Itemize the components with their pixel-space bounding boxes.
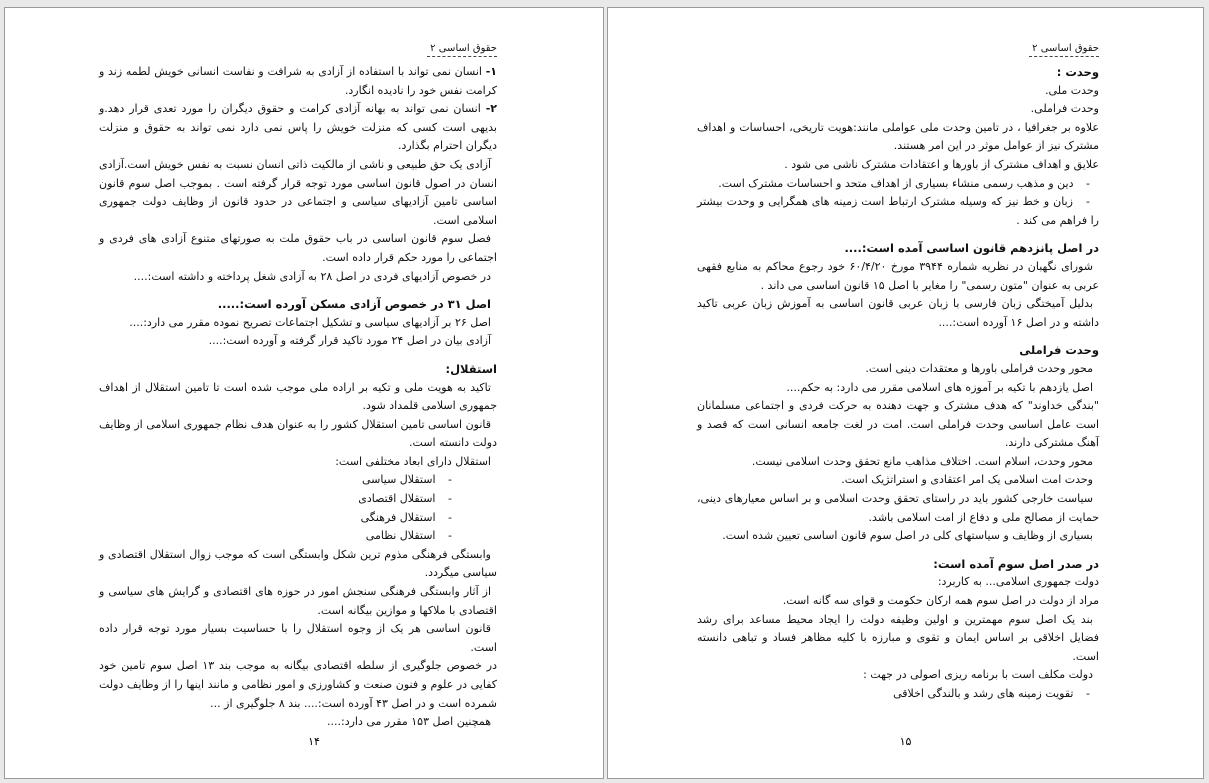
paragraph: دولت جمهوری اسلامی... به کاربرد:: [937, 575, 1099, 589]
paragraph: بسیاری از وظایف و سیاستهای کلی در اصل سوم قانون اساسی تعیین شده است.: [722, 529, 1093, 543]
paragraph: قانون اساسی تامین استقلال کشور را به عنوان هدف نظام جمهوری اسلامی از وظایف دولت دانسته است.: [99, 417, 497, 450]
bullet-dash: -: [448, 492, 452, 506]
bullet-item: [697, 685, 1099, 704]
paragraph: وحدت امت اسلامی یک امر اعتقادی و استراتژیک است.: [841, 473, 1093, 487]
item-number: ۱-: [485, 65, 497, 78]
item-number: ۲-: [485, 102, 497, 116]
bullet-item: [99, 471, 497, 490]
paragraph: علایق و اهداف مشترک از باورها و اعتقادات مشترک ناشی می شود .: [784, 157, 1099, 171]
paragraph: استقلال دارای ابعاد مختلفی است:: [335, 454, 491, 468]
section-heading: وحدت :: [1056, 65, 1099, 79]
section-heading: اصل ۳۱ در خصوص آزادی مسکن آورده است:.....: [217, 297, 491, 312]
paragraph: بند یک اصل سوم مهمترین و اولین وظیفه دولت را ایجاد محیط مساعد برای رشد فضایل اخلاقی بر اساس ایمان و تقوی و مبارزه با کلیه مظاهر فساد و تباهی دانسته است.: [697, 612, 1099, 663]
paragraph: تاکید به هویت ملی و تکیه بر اراده ملی موجب شده است تا تامین استقلال از اهداف جمهوری اسلامی قلمداد شود.: [99, 380, 497, 413]
bullet-text: استقلال نظامی: [365, 529, 436, 543]
bullet-text: استقلال اقتصادی: [358, 492, 436, 506]
bullet-item: [99, 490, 497, 509]
item-text: انسان نمی تواند به بهانه آزادی کرامت و حقوق دیگران را مورد تعدی قرار دهد.و بدیهی است کسی که منزلت خویش را پاس نمی دارد نمی تواند به حقوق و منزلت دیگران احترام بگذارد.: [99, 102, 497, 153]
paragraph: آزادی بیان در اصل ۲۴ مورد تاکید قرار گرفته و آورده است:....: [208, 334, 491, 348]
section-heading: استقلال:: [445, 361, 497, 376]
document-page-left: [4, 7, 604, 779]
paragraph: اصل ۲۶ بر آزادیهای سیاسی و تشکیل اجتماعات تصریح نموده مقرر می دارد:....: [129, 315, 491, 329]
paragraph: علاوه بر جغرافیا ، در تامین وحدت ملی عواملی مانند:هویت تاریخی، احساسات و اهداف مشترک نیز از عوامل موثر در این امر هستند.: [697, 120, 1099, 153]
paragraph: شورای نگهبان در نظریه شماره ۳۹۴۴ مورخ ۶۰/۴/۲۰ خود رجوع محاکم به منابع فقهی عربی به عنوان "متون رسمی" را مغایر با اصل ۱۵ قانون اساسی می داند .: [697, 259, 1099, 292]
paragraph: محور وحدت، اسلام است. اختلاف مذاهب مانع تحقق وحدت اسلامی نیست.: [751, 454, 1093, 468]
paragraph: مراد از دولت در اصل سوم همه ارکان حکومت و قوای سه گانه است.: [782, 594, 1099, 608]
section-heading: در صدر اصل سوم آمده است:: [933, 556, 1099, 571]
bullet-item: [697, 175, 1099, 194]
paragraph: بدلیل آمیختگی زبان فارسی با زبان عربی قانون اساسی به آموزش زبان عربی تاکید داشته و در اصل ۱۶ آورده است:....: [697, 297, 1099, 329]
bullet-dash: -: [1086, 195, 1090, 209]
bullet-text: دین و مذهب رسمی منشاء بسیاری از اهداف متحد و احساسات مشترک است.: [718, 176, 1074, 190]
paragraph: در خصوص جلوگیری از سلطه اقتصادی بیگانه به موجب بند ۱۳ اصل سوم تامین خود کفایی در علوم و فنون صنعت و کشاورزی و امور نظامی و مانند اینها را از وظایف دولت شمرده است و در اصل ۴۳ آورده است:.... بند ۸ جلوگیری از ...: [99, 659, 497, 710]
bullet-text: استقلال فرهنگی: [360, 510, 436, 524]
paragraph: وحدت ملی.: [1045, 83, 1099, 97]
page-number: ۱۴: [308, 735, 320, 748]
running-header: حقوق اساسی ۲: [1029, 42, 1099, 57]
paragraph: دولت مکلف است با برنامه ریزی اصولی در جهت :: [863, 668, 1093, 682]
paragraph: قانون اساسی هر یک از وجوه استقلال را با حساسیت بسیار مورد توجه قرار داده است.: [99, 622, 497, 654]
paragraph: همچنین اصل ۱۵۳ مقرر می دارد:....: [327, 715, 491, 729]
bullet-item: [99, 527, 497, 546]
bullet-item: [99, 509, 497, 528]
paragraph: فصل سوم قانون اساسی در باب حقوق ملت به صورتهای متنوع آزادی های فردی و اجتماعی را مورد حکم قرار داده است.: [99, 232, 497, 264]
paragraph: محور وحدت فراملی باورها و معتقدات دینی است.: [865, 361, 1093, 375]
bullet-text: تقویت زمینه های رشد و بالندگی اخلاقی: [893, 687, 1074, 700]
running-header: حقوق اساسی ۲: [427, 42, 497, 57]
numbered-item: [99, 100, 497, 156]
section-heading: در اصل پانزدهم قانون اساسی آمده است:....: [844, 241, 1099, 256]
page-body: [697, 42, 1099, 704]
section-heading: وحدت فراملی: [1019, 343, 1099, 358]
document-page-right: [607, 7, 1204, 779]
paragraph: "بندگی خداوند" که هدف مشترک و جهت دهنده به حرکت فردی و اجتماعی مسلمانان است عامل اساسی وحدت فراملی است. امت در لغت جامعه انسانی است که قصد و آهنگ مشترکی دارند.: [697, 399, 1099, 450]
item-text: انسان نمی تواند با استفاده از آزادی به شرافت و نفاست انسانی خویش لطمه زند و کرامت نفس خود را نادیده انگارد.: [99, 65, 497, 97]
bullet-text: استقلال سیاسی: [362, 473, 436, 487]
paragraph: از آثار وابستگی فرهنگی سنجش امور در حوزه های اقتصادی و گرایش های سیاسی و اقتصادی با ملاکها و موازین بیگانه است.: [99, 585, 497, 617]
bullet-dash: -: [1086, 176, 1090, 190]
paragraph: وحدت فراملی.: [1030, 102, 1099, 116]
paragraph: وابستگی فرهنگی مذوم ترین شکل وابستگی است که موجب زوال استقلال اقتصادی و سیاسی میگردد.: [99, 547, 497, 580]
bullet-dash: -: [448, 510, 452, 524]
bullet-dash: -: [448, 529, 452, 543]
page-body: [99, 42, 497, 732]
bullet-text: زبان و خط نیز که وسیله مشترک ارتباط است زمینه های همگرایی و وحدت بیشتر را فراهم می کند .: [697, 195, 1099, 227]
paragraph: سیاست خارجی کشور باید در راستای تحقق وحدت اسلامی و بر اساس معیارهای دینی، حمایت از مصالح ملی و دفاع از امت اسلامی باشد.: [697, 492, 1099, 524]
bullet-dash: -: [448, 473, 452, 487]
page-number: ۱۵: [899, 735, 912, 748]
bullet-item: [697, 193, 1099, 230]
paragraph: در خصوص آزادیهای فردی در اصل ۲۸ به آزادی شغل پرداخته و داشته است:....: [133, 269, 491, 283]
paragraph: اصل یازدهم با تکیه بر آموزه های اسلامی مقرر می دارد: به حکم....: [786, 380, 1093, 394]
paragraph: آزادی یک حق طبیعی و ناشی از مالکیت ذاتی انسان نسبت به نفس خویش است.آزادی انسان در اصول قانون اساسی مورد توجه قرار گرفته است . بموجب اصل سوم قانون اساسی تامین آزادیهای سیاسی و اجتماعی در حدود قانون از وظایف دولت جمهوری اسلامی است.: [99, 157, 497, 227]
bullet-dash: -: [1086, 687, 1090, 700]
numbered-item: [99, 63, 497, 100]
